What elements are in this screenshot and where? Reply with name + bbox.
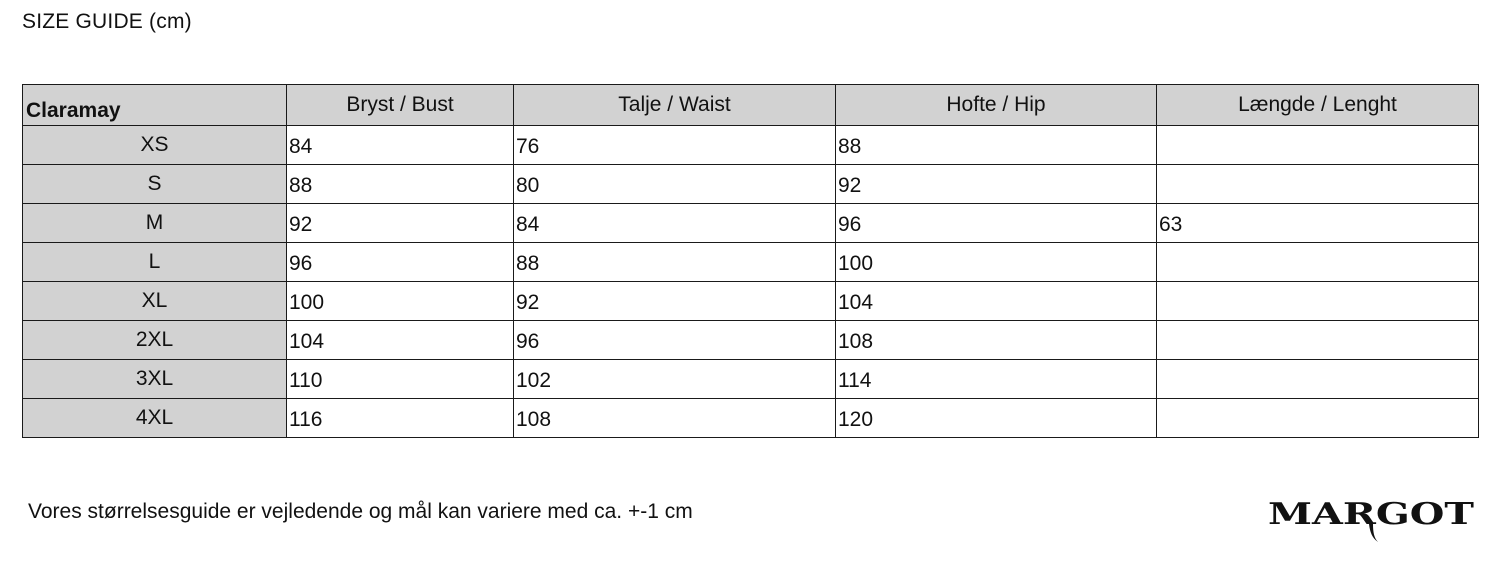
column-header-bust: Bryst / Bust — [287, 85, 514, 126]
table-row — [23, 243, 1479, 282]
table-row — [23, 399, 1479, 438]
bust-cell: 84 — [287, 126, 514, 165]
length-cell — [1157, 126, 1479, 165]
size-label: XS — [23, 126, 287, 165]
waist-cell: 84 — [514, 204, 836, 243]
table-row — [23, 165, 1479, 204]
length-cell — [1157, 360, 1479, 399]
length-cell — [1157, 165, 1479, 204]
waist-cell: 76 — [514, 126, 836, 165]
table-row — [23, 360, 1479, 399]
hip-cell: 120 — [836, 399, 1157, 438]
hip-cell: 100 — [836, 243, 1157, 282]
waist-cell: 80 — [514, 165, 836, 204]
table-row — [23, 126, 1479, 165]
column-header-waist: Talje / Waist — [514, 85, 836, 126]
hip-cell: 108 — [836, 321, 1157, 360]
column-header-hip: Hofte / Hip — [836, 85, 1157, 126]
bust-cell: 88 — [287, 165, 514, 204]
table-row — [23, 282, 1479, 321]
hip-cell: 96 — [836, 204, 1157, 243]
length-cell — [1157, 399, 1479, 438]
size-label: XL — [23, 282, 287, 321]
bust-cell: 116 — [287, 399, 514, 438]
logo-wordmark: MARGOT — [1268, 497, 1475, 532]
table-row — [23, 321, 1479, 360]
waist-cell: 108 — [514, 399, 836, 438]
size-label: L — [23, 243, 287, 282]
length-cell — [1157, 321, 1479, 360]
bust-cell: 100 — [287, 282, 514, 321]
bust-cell: 110 — [287, 360, 514, 399]
size-label: M — [23, 204, 287, 243]
waist-cell: 92 — [514, 282, 836, 321]
size-label: 3XL — [23, 360, 287, 399]
size-label: 2XL — [23, 321, 287, 360]
margot-logo — [1266, 494, 1478, 546]
bust-cell: 104 — [287, 321, 514, 360]
size-disclaimer: Vores størrelsesguide er vejledende og mål kan variere med ca. +-1 cm — [28, 500, 693, 523]
length-cell: 63 — [1157, 204, 1479, 243]
waist-cell: 88 — [514, 243, 836, 282]
hip-cell: 104 — [836, 282, 1157, 321]
hip-cell: 92 — [836, 165, 1157, 204]
column-header-length: Længde / Lenght — [1157, 85, 1479, 126]
table-row — [23, 204, 1479, 243]
page-title: SIZE GUIDE (cm) — [22, 10, 192, 33]
bust-cell: 92 — [287, 204, 514, 243]
length-cell — [1157, 282, 1479, 321]
waist-cell: 102 — [514, 360, 836, 399]
bust-cell: 96 — [287, 243, 514, 282]
brand-header: Claramay — [23, 85, 287, 126]
table-header-row — [23, 85, 1479, 126]
hip-cell: 88 — [836, 126, 1157, 165]
size-label: S — [23, 165, 287, 204]
length-cell — [1157, 243, 1479, 282]
size-guide-table — [22, 84, 1479, 438]
size-label: 4XL — [23, 399, 287, 438]
waist-cell: 96 — [514, 321, 836, 360]
hip-cell: 114 — [836, 360, 1157, 399]
